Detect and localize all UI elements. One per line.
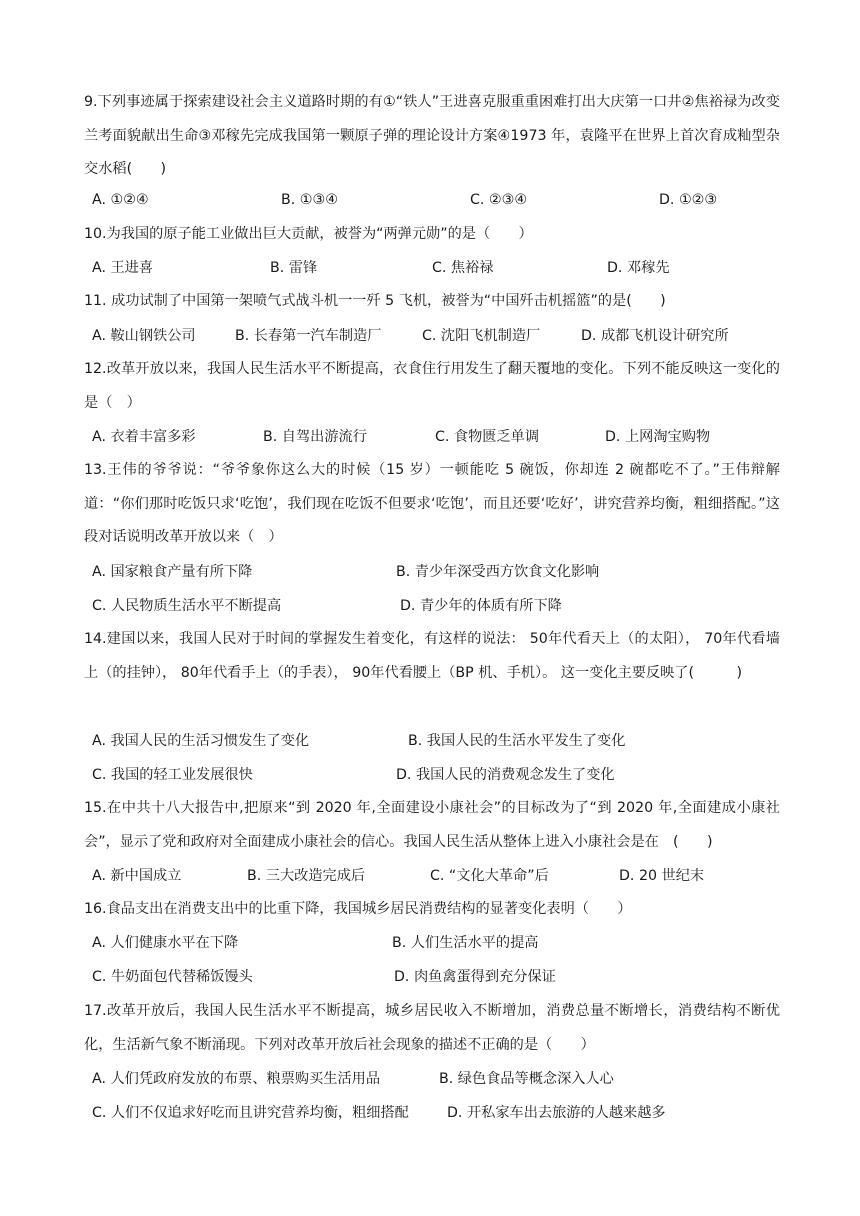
option-c[interactable]: C. 焦裕禄: [432, 260, 494, 276]
option-a[interactable]: A. 鞍山钢铁公司: [92, 328, 196, 344]
option-b[interactable]: B. 雷锋: [270, 260, 318, 276]
question-11-stem: 11. 成功试制了中国第一架喷气式战斗机一一歼 5 飞机，被誉为“中国歼击机摇篮”的是( ): [84, 293, 666, 309]
option-b[interactable]: B. 我国人民的生活水平发生了变化: [408, 733, 626, 749]
option-b[interactable]: B. ①③④: [281, 192, 338, 208]
option-d[interactable]: D. ①②③: [659, 192, 718, 208]
option-a[interactable]: A. 人们健康水平在下降: [92, 935, 239, 951]
option-d[interactable]: D. 成都飞机设计研究所: [581, 328, 729, 344]
option-a[interactable]: A. ①②④: [92, 192, 149, 208]
question-13-options: [92, 555, 792, 589]
option-a[interactable]: A. 王进喜: [92, 260, 154, 276]
question-17-options: [92, 1062, 792, 1096]
question-16-options: [92, 926, 792, 960]
question-9-stem: 9.下列事迹属于探索建设社会主义道路时期的有①“铁人”王进喜克服重重困难打出大庆第一口井②焦裕禄为改变兰考面貌献出生命③邓稼先完成我国第一颗原子弹的理论设计方案④1973 年，袁隆平在世界上首次育成籼型杂交水稻( ): [84, 94, 780, 177]
question-13-stem: 13.王伟的爷爷说：“爷爷象你这么大的时候（15 岁）一顿能吃 5 碗饭，你却连 2 碗都吃不了。”王伟辩解道：“你们那时吃饭只求‘吃饱’，我们现在吃饭不但要求‘吃饱’，而且还要‘吃好’，讲究营养均衡，粗细搭配。”这段对话说明改革开放以来（ ）: [84, 462, 780, 545]
question-9-options: [92, 183, 792, 217]
option-a[interactable]: A. 国家粮食产量有所下降: [92, 564, 253, 580]
question-10-stem: 10.为我国的原子能工业做出巨大贡献，被誉为“两弹元勋”的是（ ）: [84, 226, 533, 242]
option-a[interactable]: A. 人们凭政府发放的布票、粮票购买生活用品: [92, 1071, 381, 1087]
question-10-options: [92, 251, 792, 285]
option-b[interactable]: B. 绿色食品等概念深入人心: [439, 1071, 614, 1087]
option-b[interactable]: B. 三大改造完成后: [247, 868, 366, 884]
option-c[interactable]: C. ②③④: [470, 192, 528, 208]
option-c[interactable]: C. “文化大革命”后: [430, 868, 549, 884]
question-11-options: [92, 319, 792, 353]
question-12-options: [92, 420, 792, 454]
question-12-stem: 12.改革开放以来，我国人民生活水平不断提高，衣食住行用发生了翻天覆地的变化。下列不能反映这一变化的是（ ）: [84, 361, 780, 411]
option-d[interactable]: D. 开私家车出去旅游的人越来越多: [447, 1105, 666, 1121]
option-d[interactable]: D. 上网淘宝购物: [605, 429, 711, 445]
option-d[interactable]: D. 邓稼先: [607, 260, 670, 276]
option-c[interactable]: C. 人们不仅追求好吃而且讲究营养均衡，粗细搭配: [92, 1105, 409, 1121]
option-a[interactable]: A. 新中国成立: [92, 868, 182, 884]
option-d[interactable]: D. 肉鱼禽蛋得到充分保证: [394, 969, 556, 985]
option-a[interactable]: A. 衣着丰富多彩: [92, 429, 196, 445]
option-d[interactable]: D. 青少年的体质有所下降: [400, 598, 562, 614]
option-b[interactable]: B. 人们生活水平的提高: [392, 935, 539, 951]
question-17-options-row2: [92, 1096, 792, 1130]
option-c[interactable]: C. 人民物质生活水平不断提高: [92, 598, 282, 614]
option-d[interactable]: D. 20 世纪末: [619, 868, 705, 884]
question-14-options: [92, 724, 792, 758]
option-c[interactable]: C. 沈阳飞机制造厂: [422, 328, 541, 344]
option-c[interactable]: C. 我国的轻工业发展很快: [92, 767, 253, 783]
question-14-options-row2: [92, 758, 792, 792]
question-17-stem: 17.改革开放后，我国人民生活水平不断提高，城乡居民收入不断增加，消费总量不断增长，消费结构不断优化，生活新气象不断涌现。下列对改革开放后社会现象的描述不正确的是（ ）: [84, 1003, 780, 1053]
option-b[interactable]: B. 长春第一汽车制造厂: [235, 328, 382, 344]
option-c[interactable]: C. 牛奶面包代替稀饭馒头: [92, 969, 253, 985]
option-d[interactable]: D. 我国人民的消费观念发生了变化: [396, 767, 615, 783]
question-16-options-row2: [92, 960, 792, 994]
question-15-options: [92, 859, 792, 893]
option-a[interactable]: A. 我国人民的生活习惯发生了变化: [92, 733, 310, 749]
option-b[interactable]: B. 自驾出游流行: [263, 429, 367, 445]
question-15-stem: 15.在中共十八大报告中,把原来“到 2020 年,全面建设小康社会”的目标改为了“到 2020 年,全面建成小康社会”，显示了党和政府对全面建成小康社会的信心。我国人民生活从整体上进入小康社会是在 ( ): [84, 800, 780, 850]
question-14-stem: 14.建国以来，我国人民对于时间的掌握发生着变化，有这样的说法： 50年代看天上（的太阳）， 70年代看墙上（的挂钟）， 80年代看手上（的手表）， 90年代看腰上（BP 机、手机）。 这一变化主要反映了( ): [84, 631, 780, 681]
question-16-stem: 16.食品支出在消费支出中的比重下降，我国城乡居民消费结构的显著变化表明（ ）: [84, 901, 632, 917]
option-b[interactable]: B. 青少年深受西方饮食文化影响: [396, 564, 600, 580]
question-13-options-row2: [92, 589, 792, 623]
option-c[interactable]: C. 食物匮乏单调: [435, 429, 540, 445]
